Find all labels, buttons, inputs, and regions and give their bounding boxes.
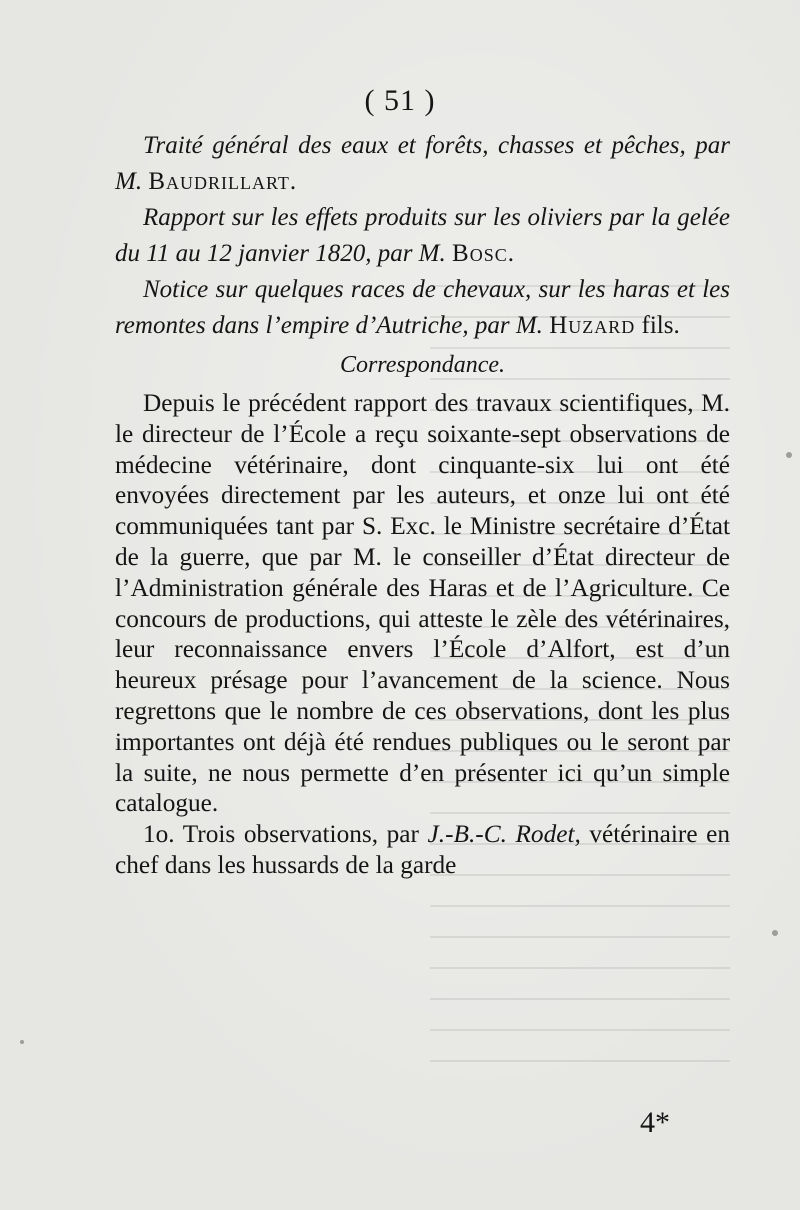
- ink-speck: [786, 452, 792, 458]
- publication-entry: [115, 200, 730, 272]
- ink-speck: [772, 930, 778, 936]
- publication-tail: fils.: [635, 312, 680, 339]
- ink-speck: [20, 1040, 24, 1044]
- publication-entry: [115, 272, 730, 344]
- item-number: 1o. Trois observations, par: [143, 820, 419, 849]
- publication-entry: [115, 128, 730, 200]
- publication-title: Traité général des eaux et forêts, chasses et pêches, par M.: [115, 132, 730, 195]
- publication-tail: .: [289, 168, 297, 195]
- publication-author: Huzard: [549, 312, 636, 339]
- page-number: ( 51 ): [364, 84, 436, 117]
- publication-author: Baudrillart: [148, 168, 290, 195]
- signature-mark: 4*: [640, 1106, 670, 1139]
- publication-title: Rapport sur les effets produits sur les oliviers par la gelée du 11 au 12 janvier 1820, par M.: [115, 204, 730, 267]
- publication-author: Bosc: [452, 240, 508, 267]
- publication-list: [115, 128, 730, 881]
- item-rest: vétérinaire en chef dans les hussards de la garde: [115, 820, 731, 879]
- body-paragraph: Depuis le précédent rapport des travaux scientifiques, M. le directeur de l’École a reçu soixante-sept observations de médecine vétérinaire, dont cinquante-six lui ont été envoyées directement par les auteurs, et onze lui ont été communiquées tant par S. Exc. le Ministre secrétaire d’État de la guerre, que par M. le conseiller d’État directeur de l’Administration générale des Haras et de l’Agriculture. Ce concours de productions, qui atteste le zèle des vétérinaires, leur reconnaissance envers l’École d’Alfort, est d’un heureux présage pour l’avancement de la science. Nous regrettons que le nombre de ces observations, dont les plus importantes ont déjà été rendues publiques ou le seront par la suite, ne nous permette d’en présenter ici qu’un simple catalogue.: [115, 389, 730, 818]
- numbered-item: [115, 819, 730, 881]
- publication-tail: .: [507, 240, 514, 267]
- publication-title: Notice sur quelques races de chevaux, sur les haras et les remontes dans l’empire d’Autriche, par M.: [115, 276, 730, 339]
- item-author: J.-B.-C. Rodet,: [427, 820, 581, 849]
- section-heading: Correspondance.: [339, 352, 506, 378]
